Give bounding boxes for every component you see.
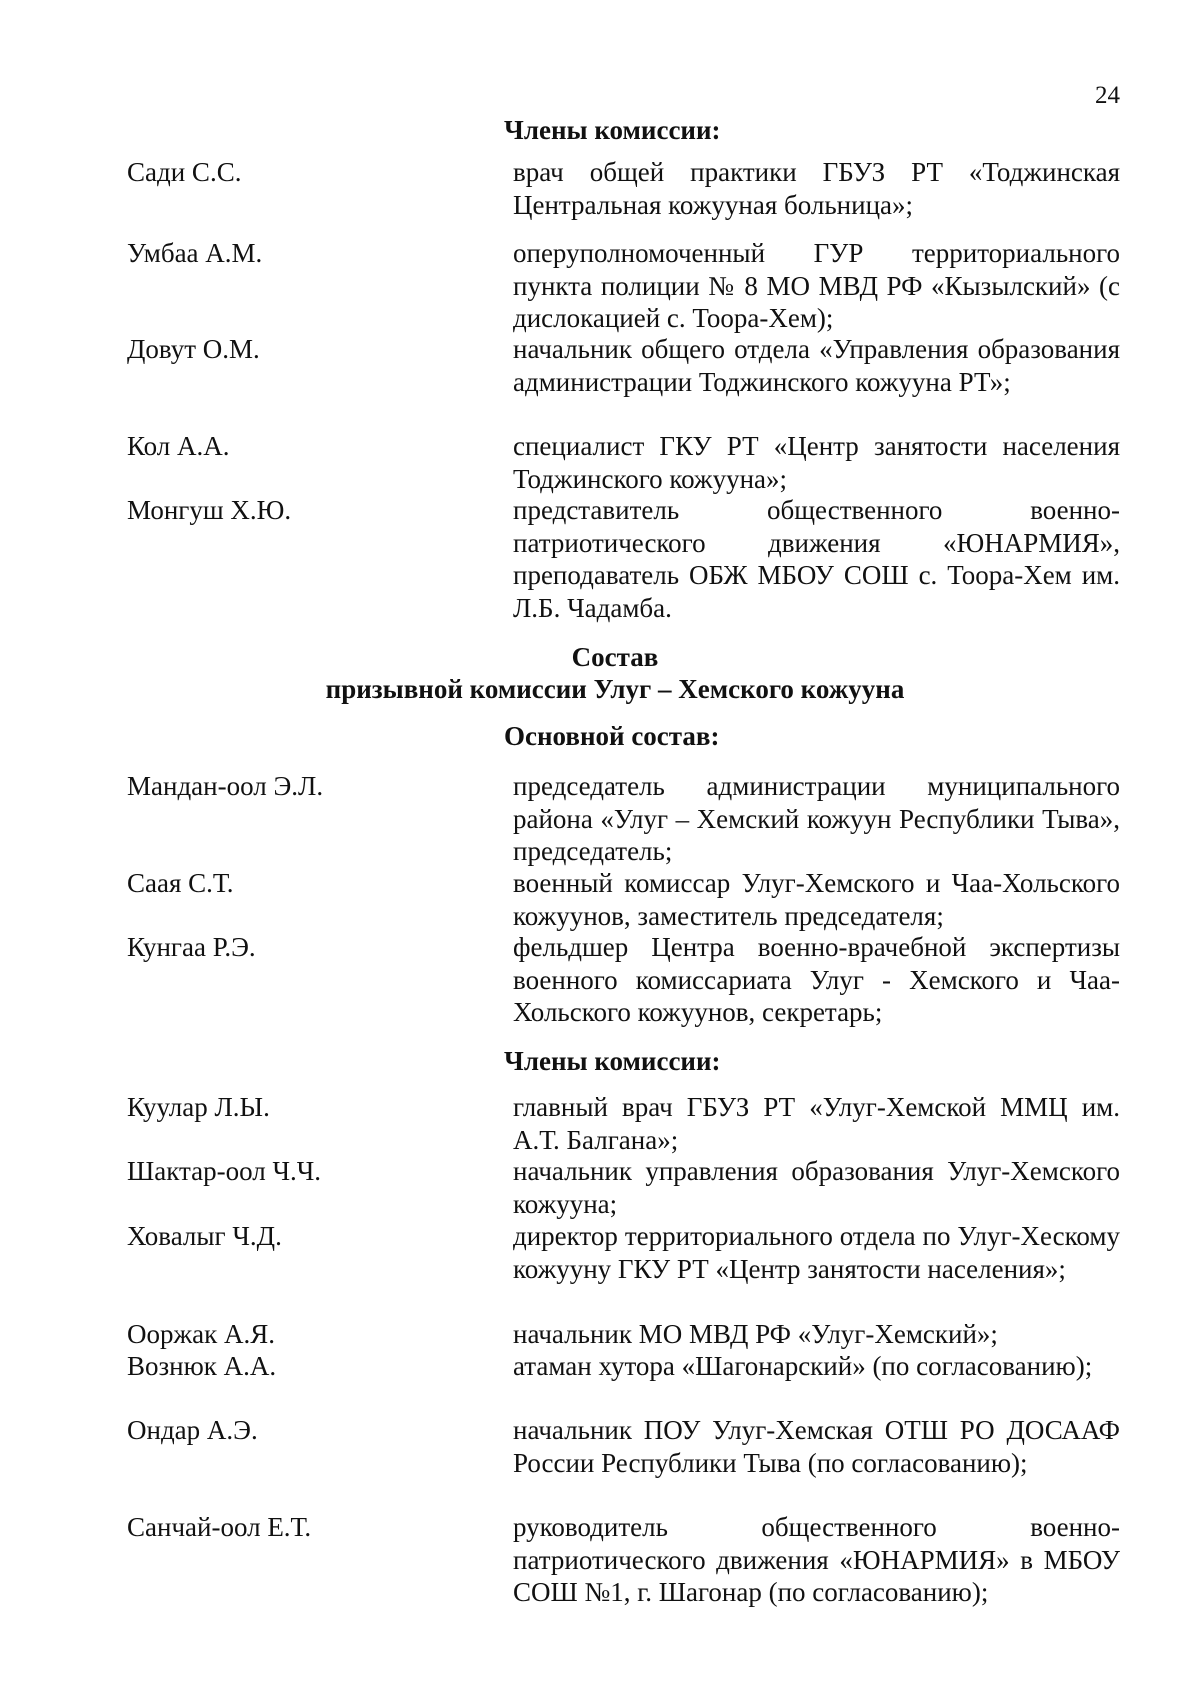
member-role: начальник МО МВД РФ «Улуг-Хемский»; — [513, 1319, 998, 1349]
member-role: представитель общественного военно-патриотического движения «ЮНАРМИЯ», преподаватель ОБЖ МБОУ СОШ с. Тоора-Хем им. Л.Б. Чадамба. — [513, 495, 1120, 623]
main-composition-heading: Основной состав: — [504, 721, 720, 751]
member-name: Кол А.А. — [127, 431, 230, 461]
member-name: Довут О.М. — [127, 334, 260, 364]
member-role: специалист ГКУ РТ «Центр занятости населения Тоджинского кожууна»; — [513, 431, 1120, 494]
member-role: начальник ПОУ Улуг-Хемская ОТШ РО ДОСААФ России Республики Тыва (по согласованию); — [513, 1415, 1120, 1478]
section-title: Состав — [571, 642, 659, 672]
member-role: оперуполномоченный ГУР территориального пункта полиции № 8 МО МВД РФ «Кызылский» (с дислокацией с. Тоора-Хем); — [513, 238, 1120, 333]
members-heading-2: Члены комиссии: — [504, 1046, 721, 1076]
member-name: Мандан-оол Э.Л. — [127, 771, 324, 801]
member-role: директор территориального отдела по Улуг-Хескому кожууну ГКУ РТ «Центр занятости населения»; — [513, 1221, 1120, 1284]
member-role: военный комиссар Улуг-Хемского и Чаа-Хольского кожуунов, заместитель председателя; — [513, 868, 1120, 931]
member-role: начальник общего отдела «Управления образования администрации Тоджинского кожууна РТ»; — [513, 334, 1120, 397]
member-name: Монгуш Х.Ю. — [127, 495, 292, 525]
member-role: фельдшер Центра военно-врачебной экспертизы военного комиссариата Улуг - Хемского и Чаа-Хольского кожуунов, секретарь; — [513, 932, 1120, 1027]
member-name: Шактар-оол Ч.Ч. — [127, 1156, 322, 1186]
member-role: врач общей практики ГБУЗ РТ «Тоджинская Центральная кожууная больница»; — [513, 157, 1120, 220]
member-name: Ховалыг Ч.Д. — [127, 1221, 282, 1251]
member-name: Ооржак А.Я. — [127, 1319, 276, 1349]
member-role: атаман хутора «Шагонарский» (по согласованию); — [513, 1351, 1093, 1381]
member-role: начальник управления образования Улуг-Хемского кожууна; — [513, 1156, 1120, 1219]
member-name: Санчай-оол Е.Т. — [127, 1512, 312, 1542]
member-role: руководитель общественного военно-патриотического движения «ЮНАРМИЯ» в МБОУ СОШ №1, г. Шагонар (по согласованию); — [513, 1512, 1120, 1607]
member-name: Саая С.Т. — [127, 868, 234, 898]
member-role: главный врач ГБУЗ РТ «Улуг-Хемской ММЦ им. А.Т. Балгана»; — [513, 1092, 1120, 1155]
members-heading-1: Члены комиссии: — [504, 115, 721, 145]
section-subtitle: призывной комиссии Улуг – Хемского кожууна — [325, 674, 905, 704]
member-name: Ондар А.Э. — [127, 1415, 258, 1445]
page-number: 24 — [1095, 82, 1120, 109]
member-name: Вознюк А.А. — [127, 1351, 277, 1381]
member-name: Умбаа А.М. — [127, 238, 263, 268]
member-name: Куулар Л.Ы. — [127, 1092, 270, 1122]
member-name: Кунгаа Р.Э. — [127, 932, 256, 962]
member-role: председатель администрации муниципального района «Улуг – Хемский кожуун Республики Тыва», председатель; — [513, 771, 1120, 866]
member-name: Сади С.С. — [127, 157, 242, 187]
